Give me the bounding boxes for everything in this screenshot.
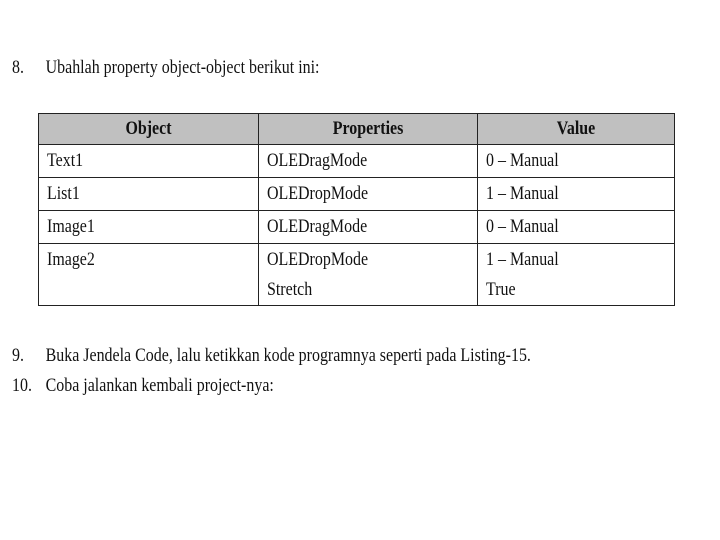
table-row — [39, 211, 675, 244]
cell-properties: OLEDropMode — [259, 178, 478, 211]
header-object: Object — [39, 114, 259, 145]
table-row — [39, 244, 675, 306]
step-10-number: 10. — [12, 375, 32, 396]
cell-value: 1 – Manual — [478, 178, 675, 211]
cell-object: Image2 — [39, 244, 259, 306]
step-8-text: Ubahlah property object-object berikut ini: — [45, 57, 320, 78]
step-10-instruction — [12, 374, 274, 398]
cell-value: 0 – Manual — [478, 211, 675, 244]
cell-object: Text1 — [39, 145, 259, 178]
header-value: Value — [478, 114, 675, 145]
header-properties: Properties — [259, 114, 478, 145]
cell-object: Image1 — [39, 211, 259, 244]
table-row — [39, 145, 675, 178]
table-row — [39, 178, 675, 211]
property-table — [38, 113, 675, 306]
step-9-number: 9. — [12, 345, 24, 366]
step-10-text: Coba jalankan kembali project-nya: — [45, 375, 274, 396]
cell-properties: OLEDropMode Stretch — [259, 244, 478, 306]
table-header-row — [39, 114, 675, 145]
cell-properties: OLEDragMode — [259, 211, 478, 244]
cell-value: 0 – Manual — [478, 145, 675, 178]
cell-value: 1 – Manual True — [478, 244, 675, 306]
cell-object: List1 — [39, 178, 259, 211]
step-9-instruction — [12, 344, 531, 368]
step-8-instruction — [12, 56, 319, 80]
step-9-text: Buka Jendela Code, lalu ketikkan kode programnya seperti pada Listing-15. — [45, 345, 531, 366]
step-8-number: 8. — [12, 57, 24, 78]
cell-properties: OLEDragMode — [259, 145, 478, 178]
